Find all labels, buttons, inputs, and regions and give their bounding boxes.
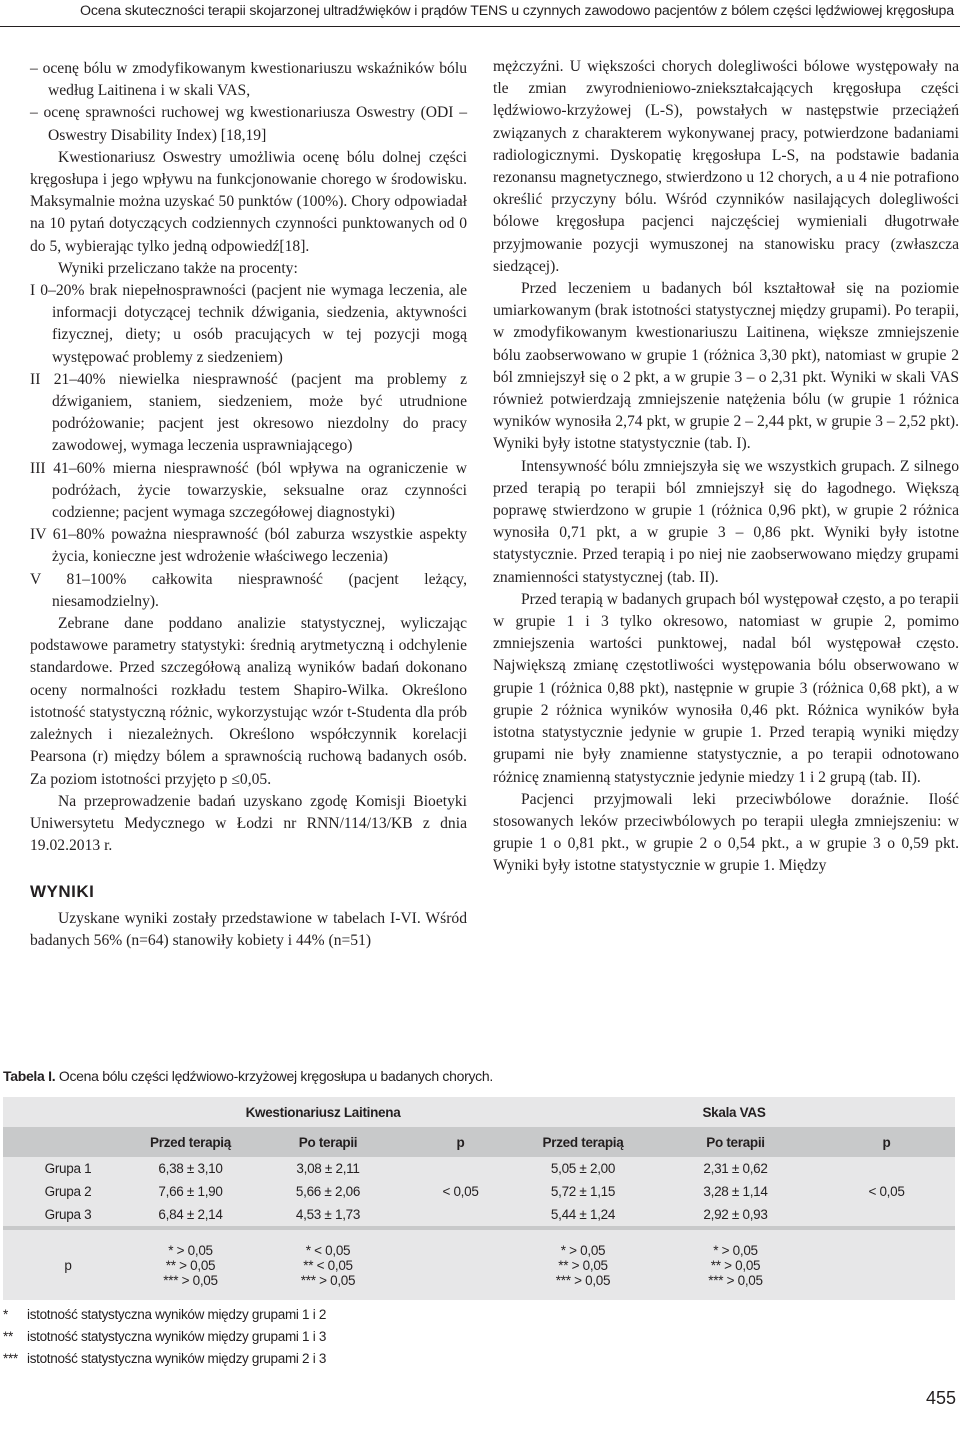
disability-level: I 0–20% brak niepełnosprawności (pacjent nie wymaga leczenia, ale informacji dotyczącej technik dźwigania, siedzenia, aktywności fizycznej, diety; u osób pracujących w tej pozycji mogą występować problemy z siedzeniem) [30,282,467,366]
subheader-cell: Przed terapią [542,1134,624,1150]
table-subheader-row [3,1127,955,1157]
p-entry: *** > 0,05 [555,1272,611,1288]
p-entry: * > 0,05 [560,1242,606,1258]
right-column [493,56,959,996]
header-vas: Skala VAS [702,1104,766,1120]
subheader-cell: Po terapii [706,1134,765,1150]
table-cell: 6,38 ± 3,10 [158,1161,223,1176]
subheader-cell: p [882,1134,891,1150]
method-item: – ocenę sprawności ruchowej wg kwestionariusza Oswestry (ODI – Oswestry Disability Index) [18,19] [30,104,467,144]
table-caption-text: Ocena bólu części lędźwiowo-krzyżowej kręgosłupa u badanych chorych. [58,1068,493,1084]
table-cell: 2,31 ± 0,62 [703,1161,768,1176]
footnote [3,1348,326,1370]
paragraph: Wyniki przeliczano także na procenty: [58,259,298,277]
table-cell: 5,72 ± 1,15 [550,1184,616,1199]
table-caption [3,1068,493,1084]
running-header [0,0,960,27]
footnote-text: istotność statystyczna wyników między grupami 1 i 3 [27,1329,327,1344]
footnote-mark: *** [3,1351,18,1366]
row-label: p [64,1257,72,1273]
table-footnotes [3,1304,326,1370]
table-cell [248,1230,408,1300]
disability-level: V 81–100% całkowita niesprawność (pacjent leżący, niesamodzielny). [30,570,467,610]
subheader-cell: Przed terapią [150,1134,231,1150]
footnote-text: istotność statystyczna wyników między grupami 2 i 3 [27,1351,327,1366]
row-label: Grupa 1 [44,1161,92,1176]
paragraph: Na przeprowadzenie badań uzyskano zgodę Komisji Bioetyki Uniwersytetu Medycznego w Łodzi nr RNN/114/13/KB z dnia 19.02.2013 r. [30,792,467,855]
table-cell: 4,53 ± 1,73 [295,1207,361,1222]
p-entry: *** > 0,05 [708,1272,763,1288]
subheader-cell: p [456,1134,465,1150]
p-entry: * > 0,05 [168,1242,213,1258]
table-cell: 3,28 ± 1,14 [703,1184,768,1199]
table-cell: 6,84 ± 2,14 [158,1207,223,1222]
table-header-row [3,1097,955,1127]
page-number: 455 [925,1388,956,1408]
row-label: Grupa 2 [44,1184,92,1199]
p-entry: *** > 0,05 [163,1272,218,1288]
footnote-mark: * [3,1307,8,1322]
p-vas-cell: < 0,05 [868,1184,905,1199]
disability-level: II 21–40% niewielka niesprawność (pacjent ma problemy z dźwiganiem, staniem, siedzeniem, może być utrudnione podróżowanie; pacjent jest okresowo niezdolny do pracy zawodowej, wymaga leczenia usprawniającego) [30,370,467,455]
left-column [30,58,467,998]
paragraph: Kwestionariusz Oswestry umożliwia ocenę bólu dolnej części kręgosłupa i jego wpływu na funkcjonowanie chorego w środowisku. Maksymalnie można uzyskać 50 punktów (100%). Chory odpowiadał na 10 pytań dotyczących codziennych czynności punktowanych od 0 do 5, wybierając tylko jedną odpowiedź[18]. [30,148,467,255]
p-entry: * < 0,05 [305,1242,351,1258]
paragraph: Zebrane dane poddano analizie statystycznej, wyliczając podstawowe parametry statystyki: średnią arytmetyczną i odchylenie standardowe. Przed szczegółową analizą wyników badań dokonano oceny normalności rozkładu testem Shapiro-Wilka. Określono istotność statystyczną różnic, wykorzystując wzór t-Studenta dla prób zależnych i niezależnych. Określono współczynnik korelacji Pearsona (r) między bólem a sprawnością ruchową badanych osób. Za poziom istotności przyjęto p ≤0,05. [30,615,467,788]
paragraph: Pacjenci przyjmowali leki przeciwbólowe doraźnie. Ilość stosowanych leków przeciwbólowych po terapii uległa zmniejszeniu: w grupie 1 o 0,81 pkt., w grupie 2 o 0,54 pkt., a w grupie 3 o 0,59 pkt. Wyniki były istotne statystycznie w grupie 1. Między [493,790,959,875]
paragraph: Intensywność bólu zmniejszyła się we wszystkich grupach. Z silnego przed terapią po terapii ból zmniejszył się do łagodnego. Większą poprawę stwierdzono w grupie 1 (różnica 0,96 pkt), w grupie 2 różnica wynosiła 0,71 pkt, a w grupie 3 – 0,86 pkt. Wyniki były istotne statystycznie. Przed terapią i po niej nie zaobserwowano między grupami znamienności statystycznej (tab. II). [493,457,959,586]
p-entry: ** > 0,05 [558,1257,608,1273]
paragraph: mężczyźni. U większości chorych dolegliwości bólowe występowały na tle zmian zwyrodnieniowo-zniekształcających kręgosłupa części lędźwiowo-krzyżowej (L-S), powstałych w następstwie przeciążeń związanych z charakterem wykonywanej pracy, potwierdzone badaniami radiologicznymi. Dyskopatię kręgosłupa L-S, na podstawie badania rezonansu magnetycznego, stwierdzono u 12 chorych, a u 4 nie potrafiono określić przyczyny bólu. Wśród czynników nasilających dolegliwości bólowe kręgosłupa pacjenci najczęściej wymieniali długotrwałe przyjmowanie pozycji wymuszonej na stanowisku pracy (zwłaszcza siedzącej). [493,58,959,275]
table-cell: 5,44 ± 1,24 [550,1207,616,1222]
table-cell [653,1230,818,1300]
method-item: – ocenę bólu w zmodyfikowanym kwestionariuszu wskaźników bólu według Laitinena i w skali VAS, [30,60,467,100]
subheader-cell: Po terapii [298,1134,358,1150]
p-entry: ** < 0,05 [303,1257,353,1273]
running-title: Ocena skuteczności terapii skojarzonej ultradźwięków i prądów TENS u czynnych zawodowo pacjentów z bólem części lędźwiowej kręgosłupa [79,3,954,19]
table-cell [133,1230,248,1300]
table-row [3,1157,955,1180]
table-cell: 3,08 ± 2,11 [296,1161,360,1176]
p-entry: * > 0,05 [713,1242,758,1258]
disability-level: III 41–60% mierna niesprawność (ból wpływa na ograniczenie w podróżach, życie towarzyskie, seksualne oraz czynności codzienne; pacjent wymaga szczegółowej diagnostyki) [30,459,467,522]
p-entry: *** > 0,05 [300,1272,356,1288]
footnote-mark: ** [3,1329,13,1344]
p-laitinen-cell: < 0,05 [442,1184,479,1199]
table-caption-label: Tabela I. [3,1068,56,1084]
footnote [3,1326,326,1348]
disability-level: IV 61–80% poważna niesprawność (ból zaburza wszystkie aspekty życia, konieczne jest wdrożenie właściwego leczenia) [30,526,467,566]
paragraph: Przed terapią w badanych grupach ból występował często, a po terapii w grupie 1 i 3 tylko okresowo, natomiast w grupie 2, pomimo zmniejszenia wartości punktowej, nadal ból występował często. Największą zmianę częstotliwości występowania bólu obserwowano w grupie 1 (różnica 0,88 pkt), następnie w grupie 3 (różnica 0,68 pkt), a w grupie 2 różnica wyników wynosiła 0,46 pkt. Różnica wyników była istotna statystycznie jedynie w grupie 1. Przed terapią wyniki między grupami nie były znamienne statystycznie, a po terapii odnotowano różnicę znamienną statystycznie jedynie miedzy 1 i 2 grupą (tab. II). [493,590,959,786]
table-cell: 7,66 ± 1,90 [158,1184,223,1199]
section-title: WYNIKI [30,882,95,902]
table-cell [513,1230,653,1300]
results-table [3,1097,955,1300]
footnote [3,1304,326,1326]
header-laitinen: Kwestionariusz Laitinena [245,1104,401,1120]
table-p-row [3,1230,955,1300]
table-cell: 5,05 ± 2,00 [550,1161,616,1176]
footnote-text: istotność statystyczna wyników między grupami 1 i 2 [27,1307,327,1322]
table-cell: 2,92 ± 0,93 [703,1207,768,1222]
paragraph: Przed leczeniem u badanych ból kształtował się na poziomie umiarkowanym (brak istotności statystycznej między grupami). Po terapii, w zmodyfikowanym kwestionariuszu Laitinena, większe zmniejszenie bólu zaobserwowano w grupie 1 (różnica 3,30 pkt), natomiast w grupie 2 ból zmniejszył się o 2 pkt, a w grupie 3 – o 2,31 pkt. Wyniki w skali VAS również potwierdzają zmniejszenie natężenia bólu (w grupie 1 różnica wyników wynosiła 2,74 pkt, w grupie 2 – 2,44 pkt, w grupie 3 – 2,52 pkt). Wyniki były istotne statystycznie (tab. I). [493,280,959,453]
table-cell: 5,66 ± 2,06 [295,1184,361,1199]
paragraph: Uzyskane wyniki zostały przedstawione w tabelach I-VI. Wśród badanych 56% (n=64) stanowiły kobiety i 44% (n=51) [30,909,467,949]
row-label: Grupa 3 [44,1207,92,1222]
p-entry: ** > 0,05 [165,1257,216,1273]
p-entry: ** > 0,05 [710,1257,761,1273]
